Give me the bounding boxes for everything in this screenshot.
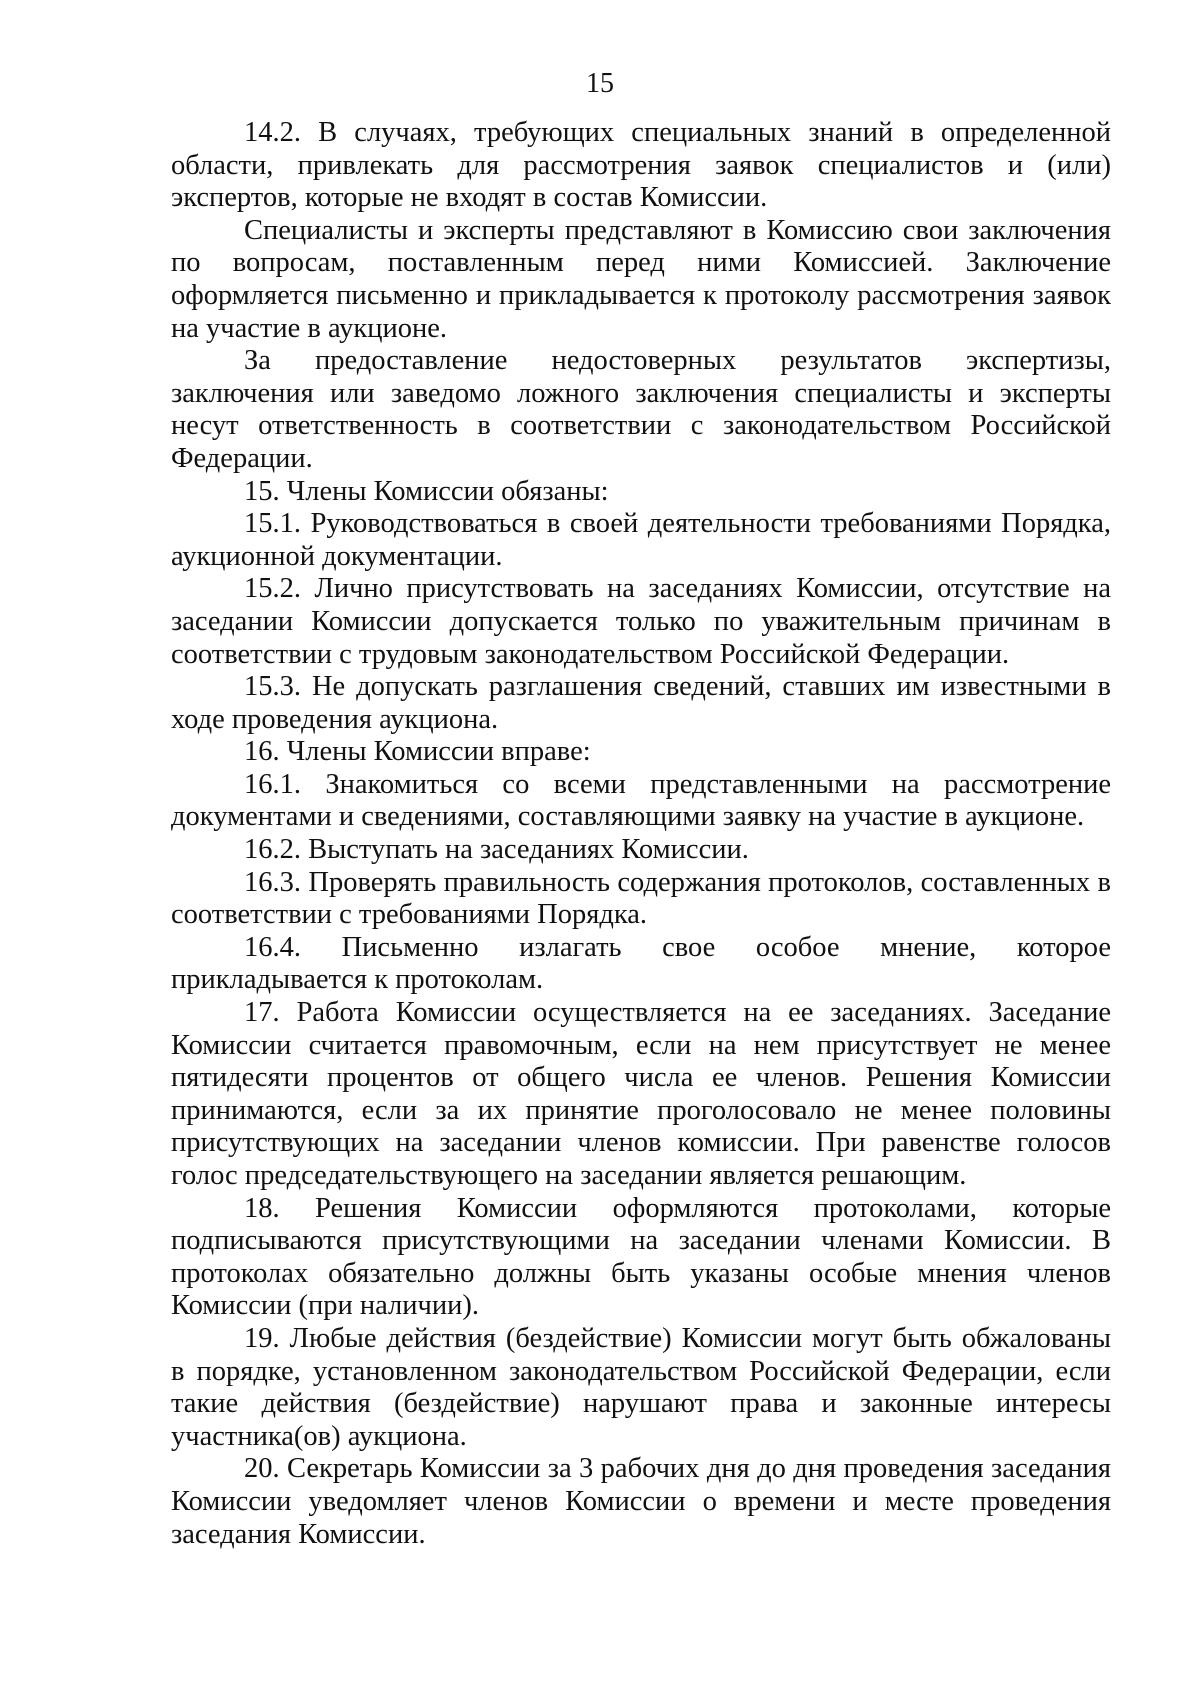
paragraph-16: 16. Члены Комиссии вправе: (244, 736, 591, 768)
page-number: 15 (586, 68, 614, 99)
paragraph-16-2: 16.2. Выступать на заседаниях Комиссии. (244, 834, 749, 866)
paragraph-16-4: 16.4. Письменно излагать свое особое мнение, которое прикладывается к протоколам. (171, 931, 1111, 996)
paragraph-14-2: 14.2. В случаях, требующих специальных знаний в определенной области, привлекать для рассмотрения заявок специалистов и (или) экспертов, которые не входят в состав Комиссии. (171, 117, 1111, 214)
paragraph-20: 20. Секретарь Комиссии за 3 рабочих дня до дня проведения заседания Комиссии уведомляет членов Комиссии о времени и месте проведения заседания Комиссии. (171, 1453, 1111, 1550)
paragraph-19: 19. Любые действия (бездействие) Комиссии могут быть обжалованы в порядке, установленном законодательством Российской Федерации, если такие действия (бездействие) нарушают права и законные интересы участника(ов) аукциона. (171, 1322, 1111, 1452)
paragraph-15: 15. Члены Комиссии обязаны: (244, 475, 609, 507)
paragraph-18: 18. Решения Комиссии оформляются протоколами, которые подписываются присутствующими на заседании членами Комиссии. В протоколах обязательно должны быть указаны особые мнения членов Комиссии (при наличии). (171, 1192, 1111, 1322)
paragraph-specialists-conclusions: Специалисты и эксперты представляют в Комиссию свои заключения по вопросам, поставленным перед ними Комиссией. Заключение оформляется письменно и прикладывается к протоколу рассмотрения заявок на участие в аукционе. (171, 214, 1111, 344)
paragraph-specialists-responsibility: За предоставление недостоверных результатов экспертизы, заключения или заведомо ложного заключения специалисты и эксперты несут ответственность в соответствии с законодательством Российской Федерации. (171, 345, 1111, 474)
document-body (171, 117, 1111, 1551)
paragraph-16-1: 16.1. Знакомиться со всеми представленными на рассмотрение документами и сведениями, составляющими заявку на участие в аукционе. (171, 768, 1111, 833)
paragraph-15-1: 15.1. Руководствоваться в своей деятельности требованиями Порядка, аукционной документации. (171, 508, 1111, 572)
paragraph-16-3: 16.3. Проверять правильность содержания протоколов, составленных в соответствии с требованиями Порядка. (171, 866, 1111, 931)
paragraph-15-2: 15.2. Лично присутствовать на заседаниях Комиссии, отсутствие на заседании Комиссии допускается только по уважительным причинам в соответствии с трудовым законодательством Российской Федерации. (171, 573, 1111, 670)
paragraph-17: 17. Работа Комиссии осуществляется на ее заседаниях. Заседание Комиссии считается правомочным, если на нем присутствует не менее пятидесяти процентов от общего числа ее членов. Решения Комиссии принимаются, если за их принятие проголосовало не менее половины присутствующих на заседании членов комиссии. При равенстве голосов голос председательствующего на заседании является решающим. (171, 997, 1111, 1191)
paragraph-15-3: 15.3. Не допускать разглашения сведений, ставших им известными в ходе проведения аукциона. (171, 671, 1111, 735)
